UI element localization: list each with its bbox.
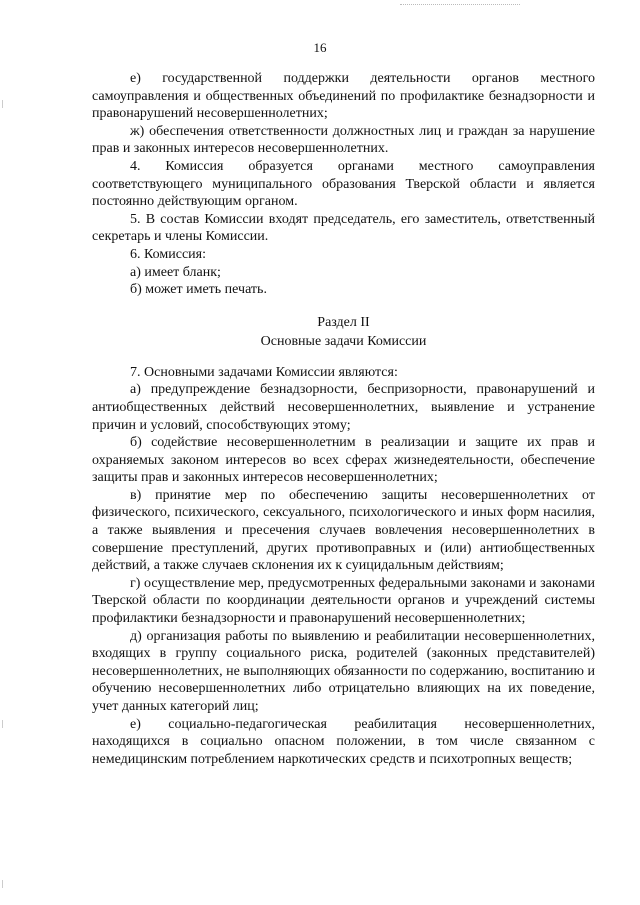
paragraph-6b-seal: б) может иметь печать.	[130, 282, 267, 298]
paragraph-7a-prevention: а) предупреждение безнадзорности, беспризорности, правонарушений и антиобщественных действий несовершеннолетних, выявление и устранение причин и условий, способствующих этому;	[92, 382, 595, 433]
paragraph-e-state-support: е) государственной поддержки деятельности органов местного самоуправления и общественных объединений по профилактике безнадзорности и правонарушений несовершеннолетних;	[92, 71, 595, 122]
section-title: Основные задачи Комиссии	[260, 333, 427, 349]
page-number: 16	[313, 40, 327, 55]
paragraph-7-main-tasks: 7. Основными задачами Комиссии являются:	[130, 364, 398, 380]
section-label: Раздел II	[317, 314, 370, 330]
paragraph-7v-protection: в) принятие мер по обеспечению защиты несовершеннолетних от физического, психического, сексуального, психологического и иных форм насилия, а также выявления и пресечения случаев вовлечения несовершеннолетних в совершение преступлений, других противоправных и (или) антиобщественных действий, а также случаев склонения их к суицидальным действиям;	[92, 487, 595, 574]
paragraph-zh-responsibility: ж) обеспечения ответственности должностных лиц и граждан за нарушение прав и законных интересов несовершеннолетних.	[92, 123, 595, 157]
margin-mark	[2, 100, 3, 108]
document-body	[92, 70, 595, 768]
section-heading	[92, 313, 595, 351]
paragraph-7e-rehabilitation: е) социально-педагогическая реабилитация несовершеннолетних, находящихся в социально опасном положении, в том числе связанном с немедицинским потреблением наркотических средств и психотропных веществ;	[92, 716, 595, 767]
margin-mark	[2, 720, 3, 728]
paragraph-7b-assistance: б) содействие несовершеннолетним в реализации и защите их прав и охраняемых законом интересов во всех сферах жизнедеятельности, обеспечение защиты прав и законных интересов несовершеннолетних;	[92, 435, 595, 486]
paragraph-7g-coordination: г) осуществление мер, предусмотренных федеральными законами и законами Тверской области по координации деятельности органов и учреждений системы профилактики безнадзорности и правонарушений несовершеннолетних;	[92, 575, 595, 627]
margin-mark	[2, 880, 3, 888]
paragraph-4-formation: 4. Комиссия образуется органами местного самоуправления соответствующего муниципального образования Тверской области и является постоянно действующим органом.	[92, 158, 595, 210]
scan-artifact	[400, 4, 520, 6]
paragraph-6-commission: 6. Комиссия:	[130, 246, 206, 262]
paragraph-7d-identification: д) организация работы по выявлению и реабилитации несовершеннолетних, входящих в группу социального риска, родителей (законных представителей) несовершеннолетних, не выполняющих обязанности по содержанию, воспитанию и обучению несовершеннолетних либо отрицательно влияющих на их поведение, учет данных категорий лиц;	[92, 628, 595, 714]
paragraph-6a-letterhead: а) имеет бланк;	[130, 264, 221, 280]
paragraph-5-composition: 5. В состав Комиссии входят председатель, его заместитель, ответственный секретарь и члены Комиссии.	[92, 211, 595, 245]
